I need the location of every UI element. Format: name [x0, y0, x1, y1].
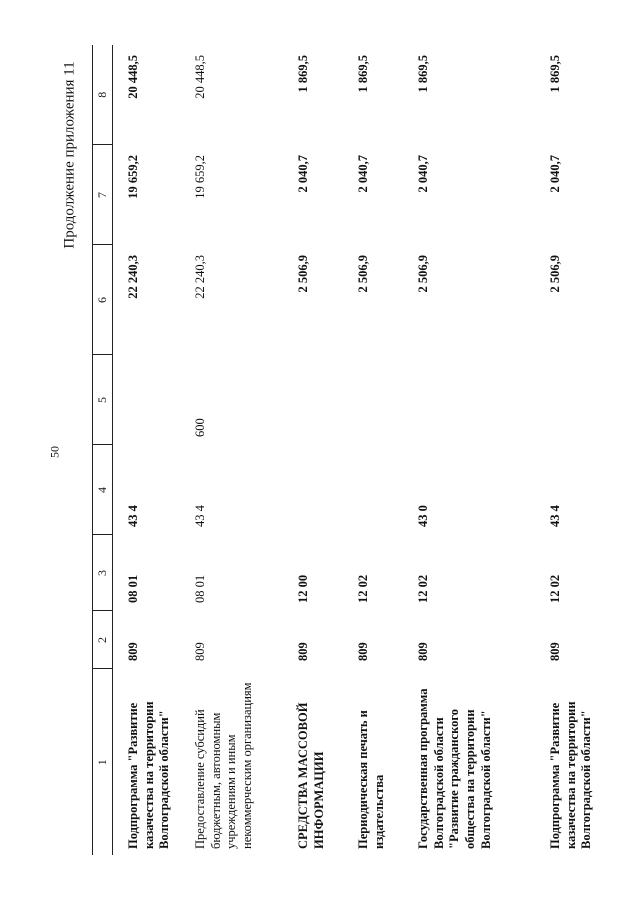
- row-col5: [403, 355, 535, 445]
- row-col3: 08 01: [193, 574, 207, 603]
- row-col6: 2 506,9: [548, 255, 562, 293]
- table-row: [343, 45, 403, 855]
- header-col-6: 6: [93, 245, 113, 355]
- row-col6: 2 506,9: [296, 255, 310, 293]
- header-col-3: 3: [93, 535, 113, 611]
- row-col7: 2 040,7: [296, 155, 310, 193]
- row-col6: 22 240,3: [193, 255, 207, 299]
- row-col7: 19 659,2: [126, 155, 140, 199]
- appendix-caption: Продолжение приложения 11: [61, 61, 78, 249]
- table-row: [180, 45, 283, 855]
- table-header-row: [93, 45, 113, 855]
- row-col4: 43 4: [193, 505, 207, 527]
- row-name: Предоставление субсидий бюджетным, автономным учреждениям и иным некоммерческим организациям: [193, 682, 254, 849]
- row-col3: 12 02: [416, 574, 430, 603]
- table-row: [113, 45, 181, 855]
- row-col2: 809: [416, 642, 430, 661]
- header-col-2: 2: [93, 611, 113, 669]
- row-col3: 12 02: [356, 574, 370, 603]
- budget-table: [92, 45, 610, 855]
- table-row: [535, 45, 610, 855]
- row-col3: 12 02: [548, 574, 562, 603]
- row-col4: 43 0: [416, 505, 430, 527]
- row-col7: 2 040,7: [548, 155, 562, 193]
- row-name: Подпрограмма "Развитие казачества на территории Волгоградской области": [548, 701, 594, 849]
- row-col6: 22 240,3: [126, 255, 140, 299]
- row-col8: 20 448,5: [126, 55, 140, 99]
- header-col-8: 8: [93, 45, 113, 145]
- row-col5: 600: [193, 418, 207, 437]
- row-col4: [343, 445, 403, 535]
- table-row: [283, 45, 343, 855]
- row-col2: 809: [193, 642, 207, 661]
- row-col3: 08 01: [126, 574, 140, 603]
- row-name: СРЕДСТВА МАССОВОЙ ИНФОРМАЦИИ: [296, 702, 326, 849]
- row-col3: 12 00: [296, 574, 310, 603]
- header-col-4: 4: [93, 445, 113, 535]
- row-col2: 809: [356, 642, 370, 661]
- budget-table-container: [92, 45, 610, 855]
- row-col8: 1 869,5: [548, 55, 562, 93]
- row-col2: 809: [548, 642, 562, 661]
- page-number: 50: [47, 446, 62, 458]
- table-row: [403, 45, 535, 855]
- row-col5: [283, 355, 343, 445]
- row-name: Подпрограмма "Развитие казачества на территории Волгоградской области": [126, 701, 172, 849]
- row-col5: [113, 355, 181, 445]
- row-name: Государственная программа Волгоградской области "Развитие гражданского общества на территории Волгоградской области": [416, 688, 493, 849]
- row-col5: [343, 355, 403, 445]
- header-col-1: 1: [93, 669, 113, 855]
- row-name: Периодическая печать и издательства: [356, 710, 386, 849]
- row-col2: 809: [296, 642, 310, 661]
- row-col5: [535, 355, 610, 445]
- row-col2: 809: [126, 642, 140, 661]
- row-col7: 2 040,7: [356, 155, 370, 193]
- row-col8: 20 448,5: [193, 55, 207, 99]
- row-col7: 19 659,2: [193, 155, 207, 199]
- header-col-7: 7: [93, 145, 113, 245]
- row-col8: 1 869,5: [296, 55, 310, 93]
- header-col-5: 5: [93, 355, 113, 445]
- row-col4: 43 4: [126, 505, 140, 527]
- row-col7: 2 040,7: [416, 155, 430, 193]
- row-col6: 2 506,9: [356, 255, 370, 293]
- row-col6: 2 506,9: [416, 255, 430, 293]
- row-col8: 1 869,5: [356, 55, 370, 93]
- row-col4: [283, 445, 343, 535]
- row-col8: 1 869,5: [416, 55, 430, 93]
- row-col4: 43 4: [548, 505, 562, 527]
